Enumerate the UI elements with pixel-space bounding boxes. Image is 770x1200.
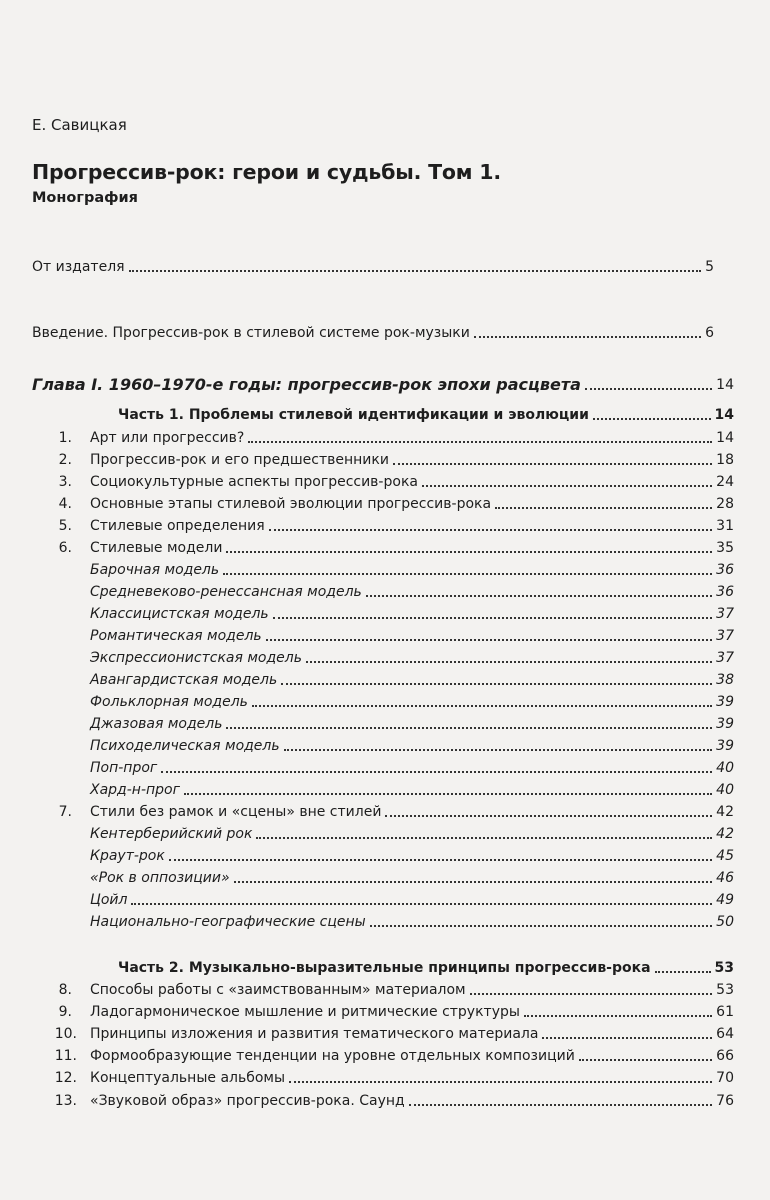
toc-subsection: Краут-рок 45 — [90, 848, 734, 864]
toc-subsection: Поп-прог 40 — [90, 760, 734, 776]
toc-chapter-1: Глава I. 1960–1970-е годы: прогрессив-рок эпохи расцвета 14 — [32, 375, 734, 394]
toc-entry-publisher: От издателя 5 — [32, 259, 714, 275]
toc-subsection: Средневеково-ренессансная модель 36 — [90, 584, 734, 600]
toc-subsection: Авангардистская модель 38 — [90, 672, 734, 688]
toc-subsection: Романтическая модель 37 — [90, 628, 734, 644]
toc-section-13: 13. «Звуковой образ» прогрессив-рока. Саунд 76 — [54, 1093, 734, 1109]
toc-subsection: Хард-н-прог 40 — [90, 782, 734, 798]
book-subtitle: Монография — [32, 190, 138, 206]
toc-entry-introduction: Введение. Прогрессив-рок в стилевой системе рок-музыки 6 — [32, 325, 714, 341]
toc-section-12: 12. Концептуальные альбомы 70 — [54, 1070, 734, 1086]
toc-section-1: 1. Арт или прогрессив? 14 — [58, 430, 734, 446]
toc-subsection: Цойл 49 — [90, 892, 734, 908]
toc-subsection: Фольклорная модель 39 — [90, 694, 734, 710]
author: Е. Савицкая — [32, 116, 127, 134]
toc-section-2: 2. Прогрессив-рок и его предшественники 18 — [58, 452, 734, 468]
toc-subsection: Классицистская модель 37 — [90, 606, 734, 622]
toc-subsection: Джазовая модель 39 — [90, 716, 734, 732]
toc-section-3: 3. Социокультурные аспекты прогрессив-рока 24 — [58, 474, 734, 490]
toc-subsection: Барочная модель 36 — [90, 562, 734, 578]
toc-part-1: Часть 1. Проблемы стилевой идентификации и эволюции 14 — [118, 407, 734, 423]
toc-subsection: Психоделическая модель 39 — [90, 738, 734, 754]
toc-section-8: 8. Способы работы с «заимствованным» материалом 53 — [58, 982, 734, 998]
toc-section-11: 11. Формообразующие тенденции на уровне отдельных композиций 66 — [54, 1048, 734, 1064]
toc-section-10: 10. Принципы изложения и развития тематического материала 64 — [54, 1026, 734, 1042]
toc-section-5: 5. Стилевые определения 31 — [58, 518, 734, 534]
toc-part-2: Часть 2. Музыкально-выразительные принципы прогрессив-рока 53 — [118, 960, 734, 976]
toc-section-9: 9. Ладогармоническое мышление и ритмические структуры 61 — [58, 1004, 734, 1020]
toc-subsection: Национально-географические сцены 50 — [90, 914, 734, 930]
toc-subsection: Кентерберийский рок 42 — [90, 826, 734, 842]
book-title: Прогрессив-рок: герои и судьбы. Том 1. — [32, 160, 501, 184]
toc-subsection: Экспрессионистская модель 37 — [90, 650, 734, 666]
toc-section-6: 6. Стилевые модели 35 — [58, 540, 734, 556]
toc-section-4: 4. Основные этапы стилевой эволюции прогрессив-рока 28 — [58, 496, 734, 512]
toc-section-7: 7. Стили без рамок и «сцены» вне стилей 42 — [58, 804, 734, 820]
toc-subsection: «Рок в оппозиции» 46 — [90, 870, 734, 886]
